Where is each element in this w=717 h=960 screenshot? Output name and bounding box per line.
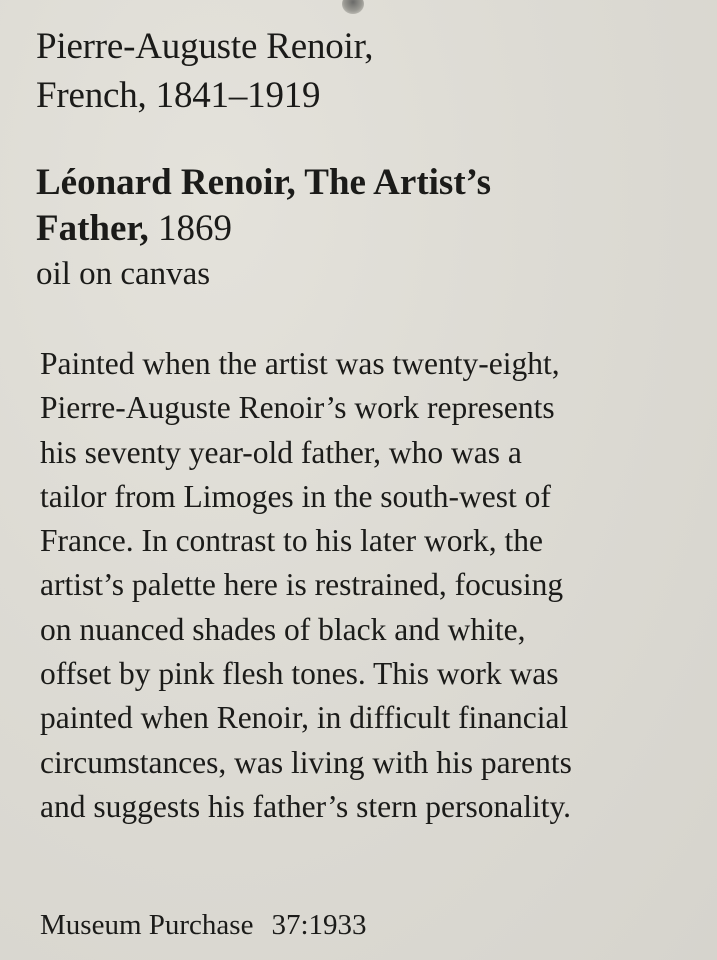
description-line: tailor from Limoges in the south-west of — [40, 478, 551, 514]
artwork-medium: oil on canvas — [36, 256, 211, 292]
mounting-pin-icon — [342, 0, 364, 14]
acquisition-method: Museum Purchase — [40, 909, 254, 941]
description-line: Painted when the artist was twenty-eight, — [40, 346, 560, 381]
artwork-year: 1869 — [157, 208, 232, 249]
description-line: offset by pink flesh tones. This work was — [40, 656, 559, 692]
artwork-title-line-2-row — [36, 206, 491, 252]
description-line: and suggests his father’s stern personality. — [40, 788, 572, 824]
artwork-title — [36, 160, 491, 252]
credit-line — [40, 905, 367, 945]
accession-number: 37:1933 — [271, 909, 367, 941]
artwork-title-line-1: Léonard Renoir, The Artist’s — [36, 162, 491, 203]
description-line: France. In contrast to his later work, the — [40, 523, 543, 559]
description-line: painted when Renoir, in difficult financial — [40, 700, 569, 736]
description-line: on nuanced shades of black and white, — [40, 611, 526, 647]
artist-nationality-dates: French, 1841–1919 — [36, 75, 321, 116]
artist-info — [36, 22, 373, 120]
description-line: Pierre-Auguste Renoir’s work represents — [40, 390, 555, 426]
artist-name: Pierre-Auguste Renoir, — [36, 26, 374, 67]
artwork-description — [40, 342, 705, 829]
description-line: circumstances, was living with his parents — [40, 744, 572, 780]
description-line: artist’s palette here is restrained, focusing — [40, 567, 564, 603]
description-line: his seventy year-old father, who was a — [40, 434, 522, 470]
artwork-title-line-2: Father, — [36, 208, 149, 249]
